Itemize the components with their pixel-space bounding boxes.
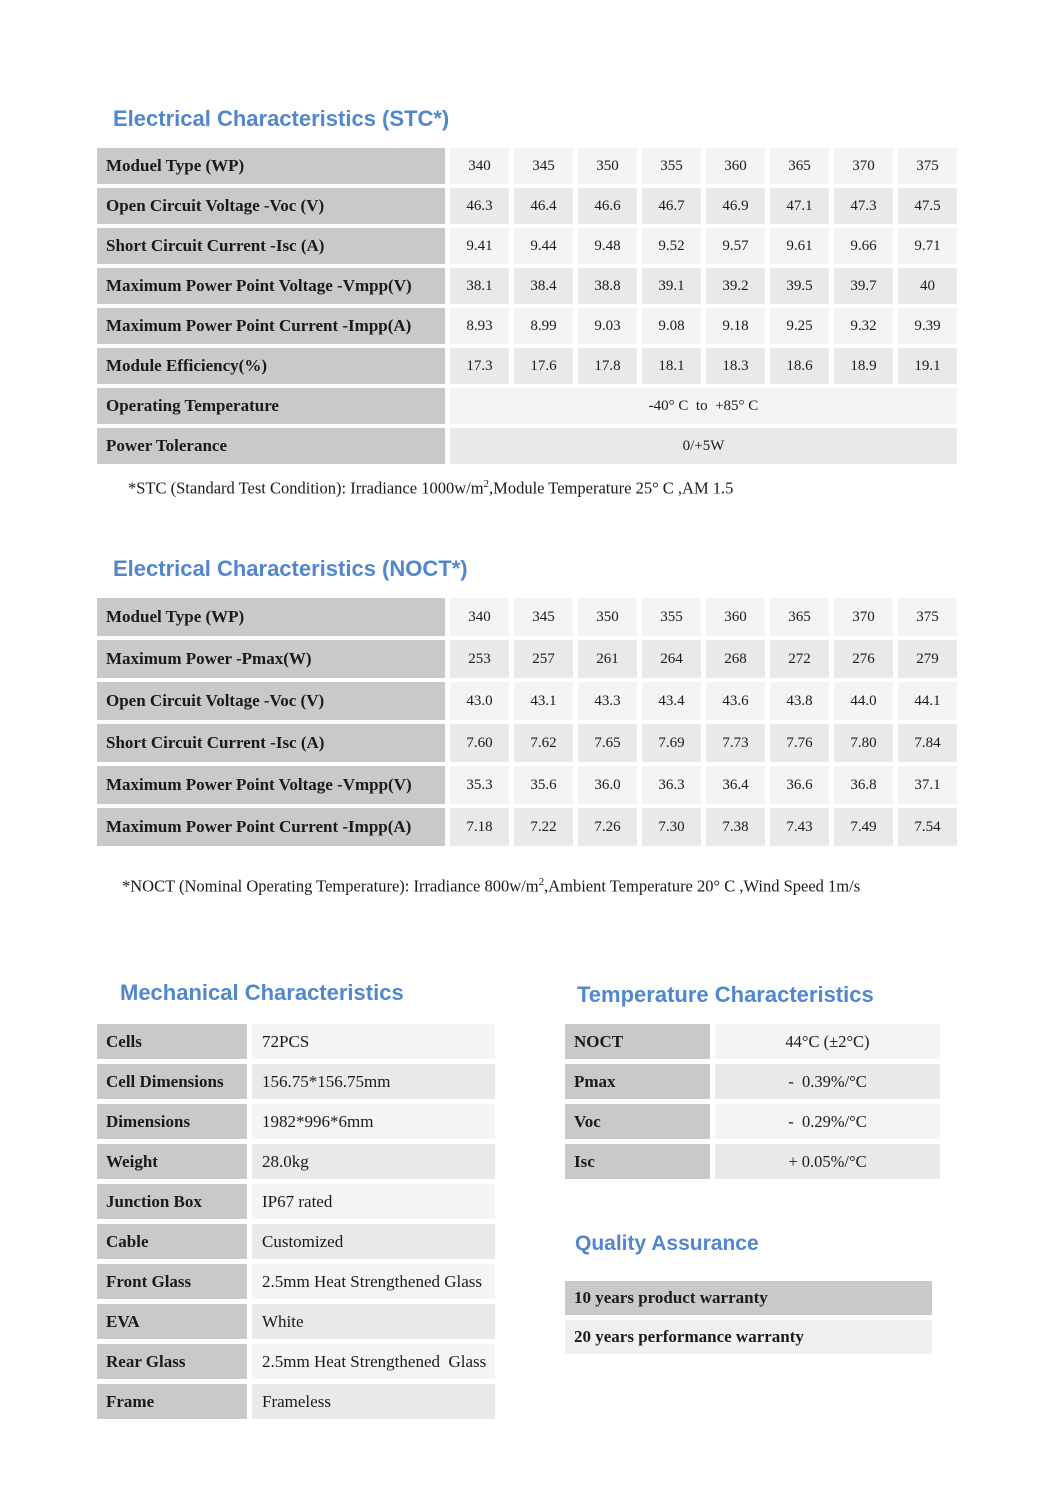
data-cell: 340 (450, 148, 509, 184)
temperature-section-heading: Temperature Characteristics (577, 982, 874, 1007)
merged-value-cell: 0/+5W (450, 428, 957, 464)
table-row (97, 388, 957, 424)
data-cell: 279 (898, 640, 957, 678)
table-row (97, 682, 957, 720)
table-row (97, 1384, 495, 1419)
noct-footnote (122, 876, 860, 897)
data-cell: 18.9 (834, 348, 893, 384)
merged-value-cell: -40° C to +85° C (450, 388, 957, 424)
data-cell: 9.57 (706, 228, 765, 264)
data-cell: 9.03 (578, 308, 637, 344)
data-cell: 7.62 (514, 724, 573, 762)
data-cell: 350 (578, 598, 637, 636)
data-cell: 355 (642, 148, 701, 184)
data-cell: 39.1 (642, 268, 701, 304)
data-cell: 43.1 (514, 682, 573, 720)
table-row (97, 1184, 495, 1219)
data-cell: 253 (450, 640, 509, 678)
data-cell: 7.84 (898, 724, 957, 762)
data-cell: 36.0 (578, 766, 637, 804)
data-cell: 9.52 (642, 228, 701, 264)
row-label-cell: Open Circuit Voltage -Voc (V) (97, 682, 445, 720)
value-cell: Frameless (252, 1384, 495, 1419)
row-label-cell: Maximum Power Point Voltage -Vmpp(V) (97, 766, 445, 804)
data-cell: 44.0 (834, 682, 893, 720)
table-row (97, 598, 957, 636)
data-cell: 43.4 (642, 682, 701, 720)
data-cell: 9.66 (834, 228, 893, 264)
data-cell: 46.9 (706, 188, 765, 224)
row-label-cell: Maximum Power Point Current -Impp(A) (97, 308, 445, 344)
table-row (97, 1304, 495, 1339)
stc-footnote-superscript: 2 (483, 478, 490, 490)
table-row (97, 348, 957, 384)
data-cell: 7.80 (834, 724, 893, 762)
table-row (565, 1104, 940, 1139)
data-cell: 47.5 (898, 188, 957, 224)
data-cell: 7.60 (450, 724, 509, 762)
data-cell: 38.8 (578, 268, 637, 304)
data-cell: 7.65 (578, 724, 637, 762)
value-cell: + 0.05%/°C (715, 1144, 940, 1179)
data-cell: 36.3 (642, 766, 701, 804)
data-cell: 19.1 (898, 348, 957, 384)
data-cell: 7.30 (642, 808, 701, 846)
value-cell: 2.5mm Heat Strengthened Glass (252, 1264, 495, 1299)
data-cell: 268 (706, 640, 765, 678)
stc-footnote (128, 478, 733, 499)
table-row (97, 1064, 495, 1099)
data-cell: 7.26 (578, 808, 637, 846)
quality-row-product-warranty: 10 years product warranty (565, 1281, 932, 1315)
data-cell: 257 (514, 640, 573, 678)
noct-table (92, 594, 962, 850)
table-row (97, 808, 957, 846)
row-label-cell: Maximum Power -Pmax(W) (97, 640, 445, 678)
value-cell: 2.5mm Heat Strengthened Glass (252, 1344, 495, 1379)
data-cell: 46.4 (514, 188, 573, 224)
data-cell: 370 (834, 148, 893, 184)
data-cell: 18.6 (770, 348, 829, 384)
table-row (97, 1344, 495, 1379)
data-cell: 345 (514, 598, 573, 636)
data-cell: 360 (706, 148, 765, 184)
value-cell: White (252, 1304, 495, 1339)
data-cell: 43.0 (450, 682, 509, 720)
value-cell: 28.0kg (252, 1144, 495, 1179)
stc-section-heading: Electrical Characteristics (STC*) (113, 106, 450, 131)
data-cell: 39.2 (706, 268, 765, 304)
data-cell: 340 (450, 598, 509, 636)
data-cell: 47.1 (770, 188, 829, 224)
data-cell: 47.3 (834, 188, 893, 224)
data-cell: 40 (898, 268, 957, 304)
mechanical-section-heading: Mechanical Characteristics (120, 980, 404, 1005)
noct-section-heading: Electrical Characteristics (NOCT*) (113, 556, 468, 581)
data-cell: 36.8 (834, 766, 893, 804)
data-cell: 9.08 (642, 308, 701, 344)
row-label-cell: Moduel Type (WP) (97, 148, 445, 184)
row-label-cell: Rear Glass (97, 1344, 247, 1379)
data-cell: 360 (706, 598, 765, 636)
value-cell: 156.75*156.75mm (252, 1064, 495, 1099)
row-label-cell: EVA (97, 1304, 247, 1339)
table-row (97, 228, 957, 264)
data-cell: 8.99 (514, 308, 573, 344)
noct-footnote-superscript: 2 (538, 876, 545, 888)
data-cell: 36.4 (706, 766, 765, 804)
data-cell: 17.3 (450, 348, 509, 384)
data-cell: 7.22 (514, 808, 573, 846)
row-label-cell: Isc (565, 1144, 710, 1179)
value-cell: - 0.29%/°C (715, 1104, 940, 1139)
row-label-cell: Maximum Power Point Voltage -Vmpp(V) (97, 268, 445, 304)
data-cell: 39.7 (834, 268, 893, 304)
data-cell: 375 (898, 148, 957, 184)
temperature-table (560, 1019, 945, 1184)
data-cell: 264 (642, 640, 701, 678)
data-cell: 17.6 (514, 348, 573, 384)
data-cell: 18.3 (706, 348, 765, 384)
row-label-cell: Frame (97, 1384, 247, 1419)
table-row (565, 1024, 940, 1059)
table-row (97, 308, 957, 344)
data-cell: 7.38 (706, 808, 765, 846)
data-cell: 7.49 (834, 808, 893, 846)
row-label-cell: Weight (97, 1144, 247, 1179)
mechanical-table (92, 1019, 500, 1424)
data-cell: 17.8 (578, 348, 637, 384)
table-row (97, 1144, 495, 1179)
data-cell: 345 (514, 148, 573, 184)
data-cell: 9.44 (514, 228, 573, 264)
row-label-cell: Junction Box (97, 1184, 247, 1219)
row-label-cell: Dimensions (97, 1104, 247, 1139)
value-cell: 72PCS (252, 1024, 495, 1059)
data-cell: 9.39 (898, 308, 957, 344)
data-cell: 276 (834, 640, 893, 678)
value-cell: 1982*996*6mm (252, 1104, 495, 1139)
data-cell: 9.41 (450, 228, 509, 264)
data-cell: 7.73 (706, 724, 765, 762)
data-cell: 7.76 (770, 724, 829, 762)
data-cell: 375 (898, 598, 957, 636)
row-label-cell: Cable (97, 1224, 247, 1259)
row-label-cell: Operating Temperature (97, 388, 445, 424)
value-cell: - 0.39%/°C (715, 1064, 940, 1099)
data-cell: 43.8 (770, 682, 829, 720)
quality-row-performance-warranty: 20 years performance warranty (565, 1320, 932, 1354)
row-label-cell: Moduel Type (WP) (97, 598, 445, 636)
row-label-cell: Front Glass (97, 1264, 247, 1299)
data-cell: 261 (578, 640, 637, 678)
data-cell: 46.3 (450, 188, 509, 224)
data-cell: 350 (578, 148, 637, 184)
data-cell: 46.7 (642, 188, 701, 224)
data-cell: 7.43 (770, 808, 829, 846)
value-cell: 44°C (±2°C) (715, 1024, 940, 1059)
data-cell: 43.3 (578, 682, 637, 720)
data-cell: 7.18 (450, 808, 509, 846)
data-cell: 37.1 (898, 766, 957, 804)
noct-footnote-text: *NOCT (Nominal Operating Temperature): Irradiance 800w/m (122, 876, 539, 896)
row-label-cell: Short Circuit Current -Isc (A) (97, 228, 445, 264)
table-row (97, 766, 957, 804)
table-row (97, 640, 957, 678)
noct-footnote-suffix: ,Ambient Temperature 20° C ,Wind Speed 1m/s (544, 876, 861, 896)
table-row (97, 724, 957, 762)
data-cell: 9.32 (834, 308, 893, 344)
data-cell: 272 (770, 640, 829, 678)
row-label-cell: Cells (97, 1024, 247, 1059)
table-row (565, 1064, 940, 1099)
data-cell: 9.71 (898, 228, 957, 264)
table-row (97, 1024, 495, 1059)
data-cell: 7.69 (642, 724, 701, 762)
table-row (97, 1264, 495, 1299)
data-cell: 355 (642, 598, 701, 636)
table-row (565, 1144, 940, 1179)
table-row (97, 188, 957, 224)
data-cell: 9.25 (770, 308, 829, 344)
row-label-cell: Maximum Power Point Current -Impp(A) (97, 808, 445, 846)
data-cell: 39.5 (770, 268, 829, 304)
data-cell: 365 (770, 598, 829, 636)
table-row (97, 1224, 495, 1259)
quality-section-heading: Quality Assurance (575, 1232, 759, 1255)
data-cell: 370 (834, 598, 893, 636)
value-cell: IP67 rated (252, 1184, 495, 1219)
table-row (97, 268, 957, 304)
table-row (97, 1104, 495, 1139)
row-label-cell: Cell Dimensions (97, 1064, 247, 1099)
row-label-cell: Voc (565, 1104, 710, 1139)
data-cell: 36.6 (770, 766, 829, 804)
data-cell: 9.61 (770, 228, 829, 264)
row-label-cell: Short Circuit Current -Isc (A) (97, 724, 445, 762)
data-cell: 44.1 (898, 682, 957, 720)
data-cell: 9.18 (706, 308, 765, 344)
row-label-cell: Pmax (565, 1064, 710, 1099)
data-cell: 46.6 (578, 188, 637, 224)
stc-footnote-suffix: ,Module Temperature 25° C ,AM 1.5 (489, 478, 734, 498)
data-cell: 43.6 (706, 682, 765, 720)
data-cell: 38.4 (514, 268, 573, 304)
table-row (97, 148, 957, 184)
data-cell: 7.54 (898, 808, 957, 846)
data-cell: 18.1 (642, 348, 701, 384)
data-cell: 38.1 (450, 268, 509, 304)
table-row (97, 428, 957, 464)
stc-footnote-text: *STC (Standard Test Condition): Irradiance 1000w/m (128, 478, 484, 498)
row-label-cell: NOCT (565, 1024, 710, 1059)
data-cell: 9.48 (578, 228, 637, 264)
data-cell: 35.6 (514, 766, 573, 804)
data-cell: 35.3 (450, 766, 509, 804)
row-label-cell: Power Tolerance (97, 428, 445, 464)
value-cell: Customized (252, 1224, 495, 1259)
row-label-cell: Open Circuit Voltage -Voc (V) (97, 188, 445, 224)
stc-table (92, 144, 962, 468)
data-cell: 365 (770, 148, 829, 184)
data-cell: 8.93 (450, 308, 509, 344)
row-label-cell: Module Efficiency(%) (97, 348, 445, 384)
